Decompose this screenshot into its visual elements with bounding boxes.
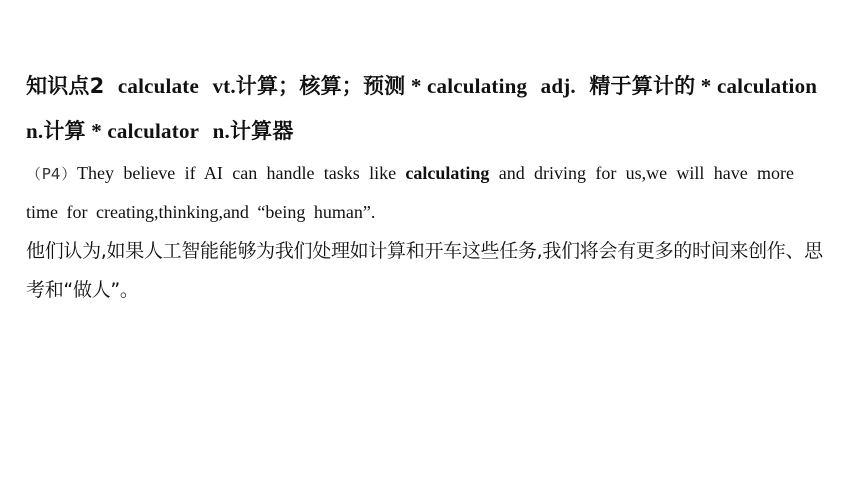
headword: calculate bbox=[117, 74, 199, 98]
derived-word: calculator bbox=[107, 119, 200, 143]
derived-word-meaning: 计算器 bbox=[229, 119, 294, 143]
example-text: and driving for us,we will have more time for creating,thinking,and “being human”. bbox=[26, 163, 795, 222]
part-of-speech: vt. bbox=[212, 74, 236, 98]
knowledge-point-label: 知识点2 bbox=[26, 74, 105, 98]
derived-word-meaning: 计算 bbox=[43, 119, 86, 143]
example-sentence-english bbox=[26, 154, 794, 231]
headword-meaning: 计算；核算；预测 bbox=[235, 74, 406, 98]
source-tag: （P4） bbox=[26, 165, 78, 183]
star-marker: * bbox=[410, 74, 422, 98]
derived-word: calculation bbox=[716, 74, 818, 98]
part-of-speech: adj. bbox=[540, 74, 576, 98]
part-of-speech: n. bbox=[212, 119, 230, 143]
derived-word-meaning: 精于算计的 bbox=[589, 74, 696, 98]
derived-word: calculating bbox=[427, 74, 528, 98]
vocabulary-heading bbox=[26, 64, 841, 154]
star-marker: * bbox=[700, 74, 712, 98]
star-marker: * bbox=[91, 119, 102, 143]
part-of-speech: n. bbox=[26, 119, 44, 143]
example-keyword: calculating bbox=[405, 163, 490, 183]
example-sentence-chinese: 他们认为,如果人工智能能够为我们处理如计算和开车这些任务,我们将会有更多的时间来创作、思考和“做人”。 bbox=[26, 240, 823, 301]
example-text: They believe if AI can handle tasks like bbox=[77, 163, 406, 183]
